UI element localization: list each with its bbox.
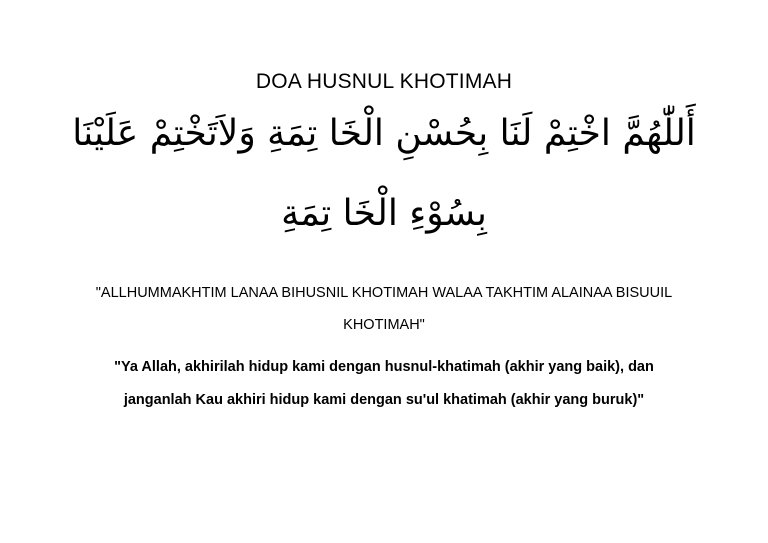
- transliteration-line-1: "ALLHUMMAKHTIM LANAA BIHUSNIL KHOTIMAH WALAA TAKHTIM ALAINAA BISUUIL: [95, 285, 673, 301]
- arabic-line-2: بِسُوْءِ الْخَا تِمَةِ: [281, 193, 487, 234]
- transliteration-line-2: KHOTIMAH": [343, 317, 425, 333]
- doa-title: DOA HUSNUL KHOTIMAH: [255, 70, 513, 93]
- arabic-line-1: أَللّٰهُمَّ اخْتِمْ لَنَا بِحُسْنِ الْخَا تِمَةِ وَلاَتَخْتِمْ عَلَيْنَا: [72, 113, 696, 154]
- meaning-line-1: "Ya Allah, akhirilah hidup kami dengan husnul-khatimah (akhir yang baik), dan: [114, 359, 654, 375]
- meaning-line-2: janganlah Kau akhiri hidup kami dengan su'ul khatimah (akhir yang buruk)": [123, 392, 645, 408]
